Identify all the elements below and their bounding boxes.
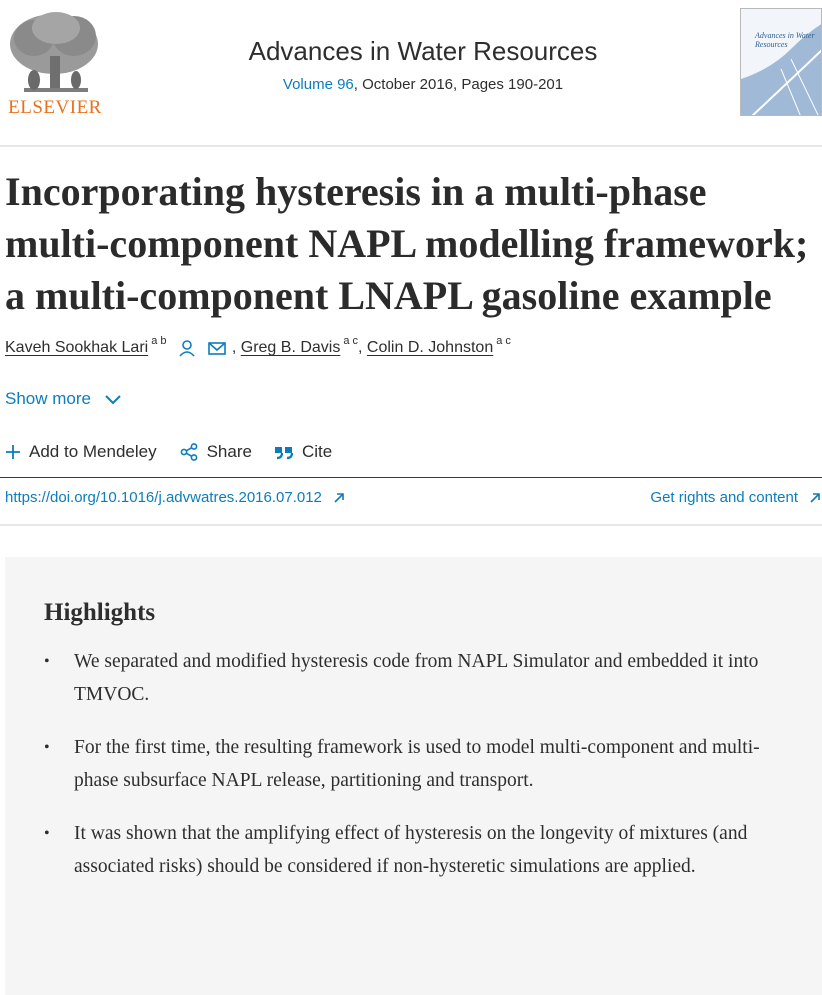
- external-link-icon: [332, 491, 346, 505]
- highlight-text: It was shown that the amplifying effect of hysteresis on the longevity of mixtures (and associated risks) should be considered if non-hysteretic simulations are applied.: [74, 823, 748, 877]
- journal-issue-info: [0, 76, 822, 93]
- quote-icon: [274, 444, 294, 460]
- action-label: Add to Mendeley: [29, 442, 157, 461]
- external-link-icon: [808, 491, 822, 505]
- highlight-item: [44, 731, 784, 797]
- rights-text: Get rights and content: [650, 489, 798, 506]
- author-affiliation: a c: [343, 335, 359, 347]
- journal-title[interactable]: Advances in Water Resources: [248, 36, 598, 66]
- show-more-label: Show more: [5, 389, 91, 408]
- action-label: Share: [206, 442, 252, 461]
- cover-art: [741, 9, 822, 116]
- highlight-text: For the first time, the resulting framework is used to model multi-component and multi-phase subsurface NAPL release, partitioning and transport.: [74, 737, 760, 791]
- bullet-marker: •: [44, 653, 50, 670]
- author-affiliation: a b: [151, 335, 167, 347]
- email-icon[interactable]: [207, 338, 227, 358]
- show-more-button[interactable]: [5, 389, 122, 409]
- author-link[interactable]: Greg B. Davis: [240, 339, 341, 356]
- share-button[interactable]: [179, 442, 252, 462]
- person-icon[interactable]: [177, 338, 197, 358]
- chevron-down-icon: [104, 393, 122, 407]
- highlights-panel: [5, 557, 822, 995]
- journal-cover-image[interactable]: [740, 8, 822, 116]
- get-rights-link[interactable]: [650, 489, 822, 506]
- action-label: Cite: [301, 442, 333, 461]
- bullet-marker: •: [44, 739, 50, 756]
- add-to-mendeley-button[interactable]: [5, 442, 157, 462]
- author-link[interactable]: Kaveh Sookhak Lari: [5, 339, 149, 356]
- elsevier-wordmark[interactable]: ELSEVIER: [8, 97, 102, 118]
- highlights-list: [44, 645, 784, 883]
- highlight-text: We separated and modified hysteresis code from NAPL Simulator and embedded it into TMVOC.: [74, 651, 759, 705]
- doi-text: https://doi.org/10.1016/j.advwatres.2016.07.012: [5, 489, 322, 506]
- author-affiliation: a c: [496, 335, 511, 347]
- doi-divider: [0, 524, 822, 526]
- highlights-title: Highlights: [44, 599, 156, 626]
- journal-header: [0, 0, 822, 130]
- article-actions: [5, 439, 354, 465]
- cite-button[interactable]: [274, 442, 332, 462]
- bullet-marker: •: [44, 825, 50, 842]
- author-link[interactable]: Colin D. Johnston: [366, 339, 494, 356]
- article-title: Incorporating hysteresis in a multi-phase multi-component NAPL modelling framework; a multi-component LNAPL gasoline example: [5, 169, 809, 318]
- author-separator: ,: [358, 339, 367, 356]
- plus-icon: [5, 444, 21, 460]
- cover-title: Advances in Water Resources: [755, 31, 815, 49]
- volume-link[interactable]: Volume 96: [282, 76, 354, 93]
- doi-link[interactable]: [5, 489, 346, 506]
- share-icon: [179, 442, 199, 462]
- author-list: [5, 335, 511, 364]
- header-divider: [0, 145, 822, 147]
- issue-details: , October 2016, Pages 190-201: [353, 76, 564, 93]
- highlight-item: [44, 817, 784, 883]
- author-separator: ,: [231, 339, 241, 356]
- actions-divider: [0, 477, 822, 478]
- highlight-item: [44, 645, 784, 711]
